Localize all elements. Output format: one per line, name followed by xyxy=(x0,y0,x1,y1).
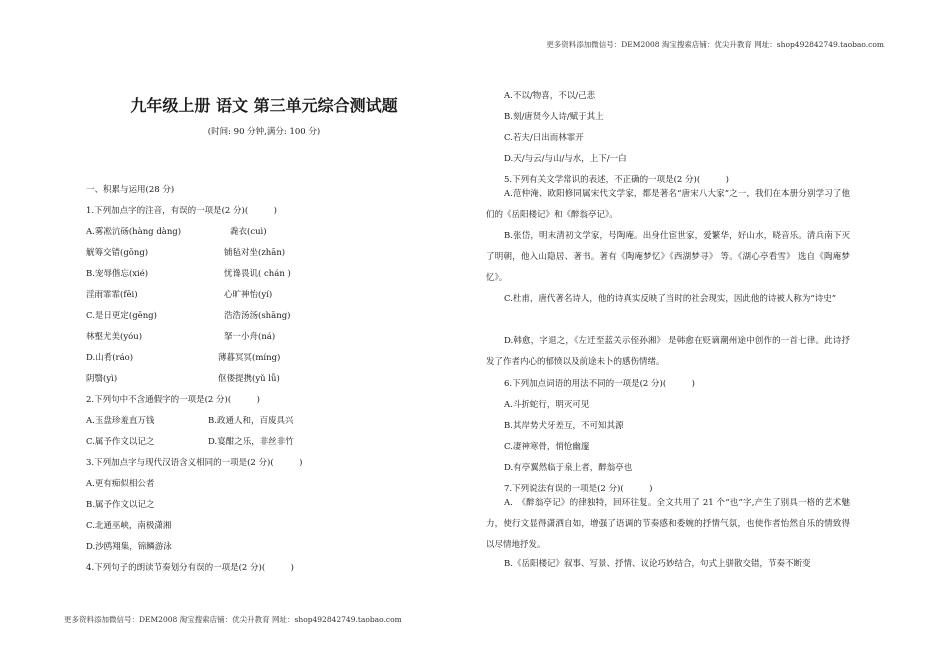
q3-option-d: D.沙鸥翔集，锦鳞游泳 xyxy=(86,542,172,552)
q2-option-a: A.玉盘珍羞直万钱 xyxy=(86,416,155,426)
section-heading: 一、积累与运用(28 分) xyxy=(86,185,175,195)
question-2: 2.下列句中不含通假字的一项是(2 分)( ) xyxy=(86,395,260,405)
page-title: 九年级上册 语文 第三单元综合测试题 xyxy=(130,96,398,115)
q3-option-c: C.北通巫峡，南极潇湘 xyxy=(86,521,172,531)
question-4: 4.下列句子的朗读节奏划分有误的一项是(2 分)( ) xyxy=(86,563,294,573)
q1-option-b-term3: 淫雨霏霏(fēi) xyxy=(86,290,138,300)
q4-option-d: D.天/与云/与山/与水，上下/一白 xyxy=(504,154,627,164)
q1-option-b-term1: B.宠辱偕忘(xié) xyxy=(86,269,149,279)
question-6: 6.下列加点词语的用法不同的一项是(2 分)( ) xyxy=(504,379,695,389)
question-3: 3.下列加点字与现代汉语含义相同的一项是(2 分)( ) xyxy=(86,458,303,468)
q1-option-d-term4: 伛偻提携(yǔ lǚ) xyxy=(218,374,280,384)
q2-option-b: B.政通人和，百废具兴 xyxy=(208,416,294,426)
q2-option-d: D.宴酣之乐，非丝非竹 xyxy=(208,437,294,447)
q1-option-d-term2: 薄暮冥冥(míng) xyxy=(218,353,281,363)
q5-option-a: A.范仲淹、欧阳修同属宋代文学家，都是著名“唐宋八大家”之一，我们在本册分别学习了他们的《岳阳楼记》和《醉翁亭记》。 xyxy=(486,189,850,220)
q1-option-c-term3: 林壑尤美(yóu) xyxy=(86,332,143,342)
q6-option-b: B.其岸势犬牙差互，不可知其源 xyxy=(504,421,624,431)
q1-option-c-term2: 浩浩汤汤(shāng) xyxy=(224,311,291,321)
q3-option-a: A.更有痴似相公者 xyxy=(86,479,155,489)
q1-option-a-term1: A.雾凇沆砀(hàng dàng) xyxy=(86,227,182,237)
q1-option-b-term4: 心旷神怡(yí) xyxy=(224,290,273,300)
q1-option-c-term4: 拏一小舟(ná) xyxy=(224,332,276,342)
question-5: 5.下列有关文学常识的表述，不正确的一项是(2 分)( ) xyxy=(504,175,729,185)
q3-option-b: B.属予作文以记之 xyxy=(86,500,155,510)
q7-option-a: A. 《醉翁亭记》的律独特，回环往复。全文共用了 21 个“也”字,产生了别具一格的艺术魅力，使行文显得潇洒自如，增强了语调的节奏感和委婉的抒情气氛，也使作者怡然自乐的情致得以尽情地抒发。 xyxy=(486,498,850,550)
page-footer-note: 更多资料添加微信号：DEM2008 淘宝搜索店铺：优尖升教育 网址：shop492842749.taobao.com xyxy=(64,615,402,624)
q1-option-c-term1: C.是日更定(gēng) xyxy=(86,311,157,321)
q1-option-b-term2: 忧谗畏讥( chán ) xyxy=(224,269,291,279)
q5-option-d: D.韩愈，字退之，《左迁至蓝关示侄孙湘》 是韩愈在贬谪潮州途中创作的一首七律。此诗抒发了作者内心的郁愤以及前途未卜的感伤情绪。 xyxy=(486,336,850,367)
question-7: 7.下列说法有误的一项是(2 分)( ) xyxy=(504,484,653,494)
q6-option-a: A.斗折蛇行，明灭可见 xyxy=(504,400,590,410)
page-header-note: 更多资料添加微信号：DEM2008 淘宝搜索店铺：优尖升教育 网址：shop492842749.taobao.com xyxy=(546,40,884,49)
q7-option-b: B.《岳阳楼记》叙事、写景、抒情、议论巧妙结合，句式上骈散交错，节奏不断变 xyxy=(504,559,811,569)
q1-option-a-term3: 觥筹交错(gōng) xyxy=(86,248,149,258)
q6-option-d: D.有亭翼然临于泉上者，醉翁亭也 xyxy=(504,463,633,473)
question-1: 1.下列加点字的注音，有误的一项是(2 分)( ) xyxy=(86,206,277,216)
q4-option-c: C.若夫/日出而林霏开 xyxy=(504,133,584,143)
exam-info: (时间: 90 分钟,满分: 100 分) xyxy=(207,127,321,137)
q1-option-d-term3: 阴翳(yì) xyxy=(86,374,118,384)
q2-option-c: C.属予作文以记之 xyxy=(86,437,155,447)
q1-option-a-term4: 铺毡对坐(zhān) xyxy=(224,248,286,258)
q4-option-b: B.刻/唐贤今人诗/赋于其上 xyxy=(504,112,604,122)
q6-option-c: C.凄神寒骨，悄怆幽邃 xyxy=(504,442,590,452)
q1-option-a-term2: 毳衣(cuì) xyxy=(230,227,267,237)
q4-option-a: A.不以/物喜，不以/己悲 xyxy=(504,91,596,101)
q5-option-b: B.张岱，明末清初文学家，号陶庵。出身仕宦世家，爱繁华，好山水，晓音乐。清兵南下灭了明朝，他入山隐居、著书。著有《陶庵梦忆》《西湖梦寻》 等。《湖心亭看雪》 选自《陶庵梦忆》。 xyxy=(486,231,850,283)
q5-option-c: C.杜甫，唐代著名诗人，他的诗真实反映了当时的社会现实，因此他的诗被人称为“诗史” xyxy=(504,294,837,304)
q1-option-d-term1: D.山肴(ráo) xyxy=(86,353,134,363)
